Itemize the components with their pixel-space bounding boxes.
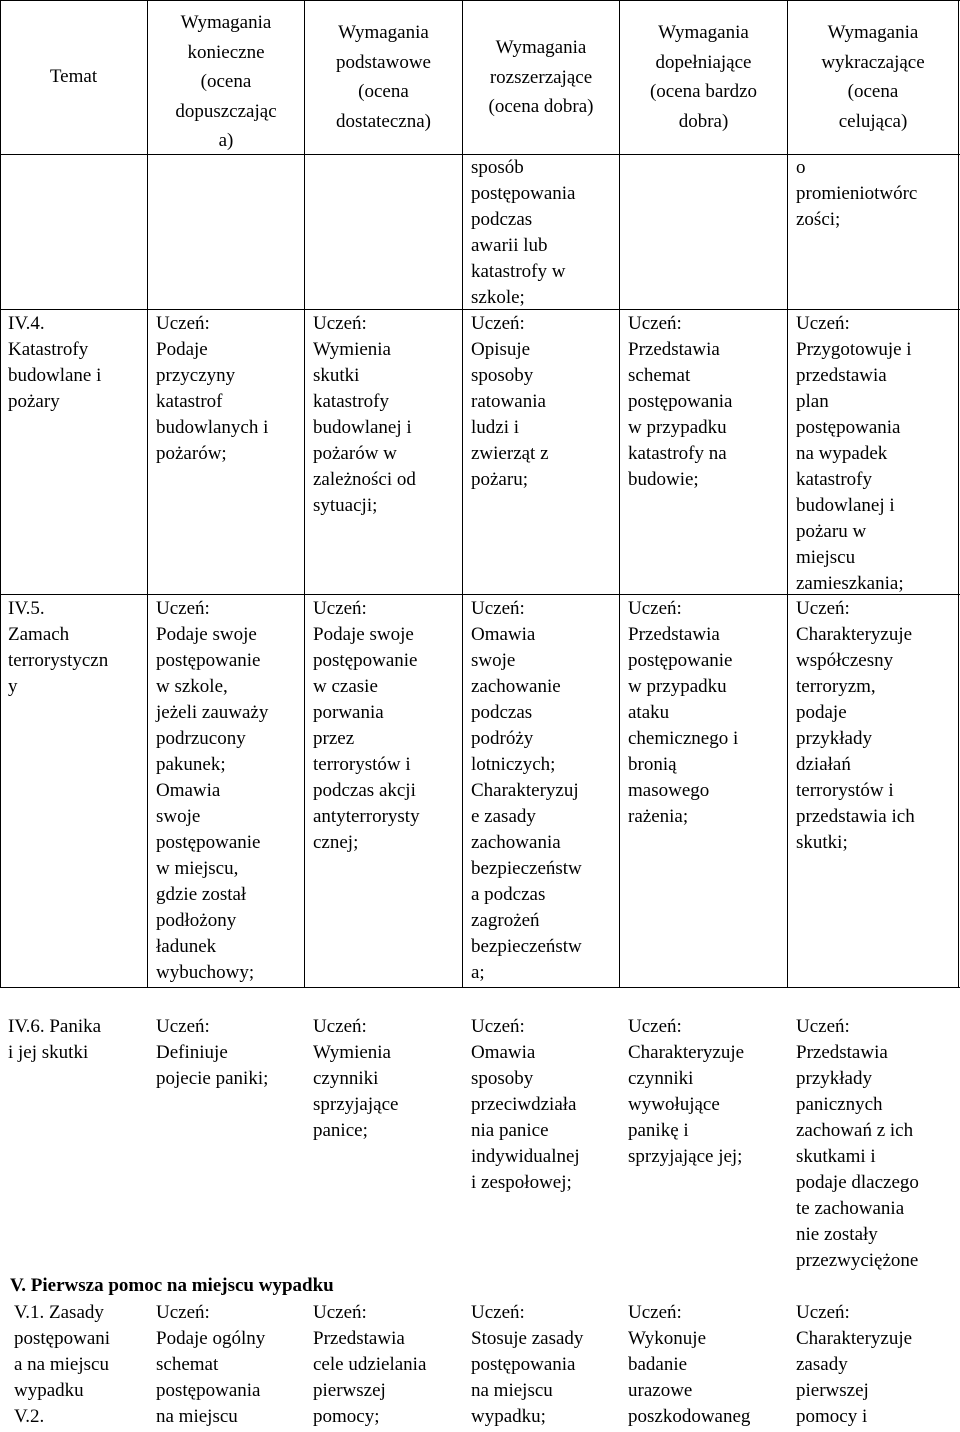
cell-podstawowe: Uczeń: Przedstawia cele udzielania pierwszej pomocy;: [313, 1302, 427, 1427]
cell-dopelniajace: Uczeń: Wykonuje badanie urazowe poszkodowaneg: [628, 1302, 751, 1427]
cell-konieczne: Uczeń: Definiuje pojecie paniki;: [156, 1016, 269, 1089]
header-temat: Temat: [49, 66, 98, 87]
cell-podstawowe: Uczeń: Wymienia czynniki sprzyjające panice;: [313, 1016, 399, 1141]
cell-temat: IV.6. Panika i jej skutki: [8, 1016, 102, 1063]
cell-konieczne: Uczeń: Podaje ogólny schemat postępowania na miejscu: [156, 1302, 266, 1427]
continuation-rozszerzajace: sposób postępowania podczas awarii lub katastrofy w szkole;: [471, 157, 576, 308]
cell-podstawowe: Uczeń: Wymienia skutki katastrofy budowlanej i pożarów w zależności od sytuacji;: [313, 313, 416, 516]
cell-wykraczajace: Uczeń: Charakteryzuje zasady pierwszej pomocy i: [796, 1302, 913, 1427]
grid-bottom-border: [0, 987, 960, 988]
header-rozszerzajace: Wymagania rozszerzające (ocena dobra): [488, 37, 594, 117]
cell-dopelniajace: Uczeń: Charakteryzuje czynniki wywołujące panikę i sprzyjające jej;: [628, 1016, 745, 1167]
cell-podstawowe: Uczeń: Podaje swoje postępowanie w czasie porwania przez terrorystów i podczas akcji antyterrorysty cznej;: [313, 598, 420, 853]
grid-col-line-2: [304, 0, 305, 988]
cell-rozszerzajace: Uczeń: Opisuje sposoby ratowania ludzi i zwierząt z pożaru;: [471, 313, 549, 490]
header-dopelniajace: Wymagania dopełniające (ocena bardzo dobra): [649, 22, 758, 132]
grid-col-line-5: [787, 0, 788, 988]
cell-konieczne: Uczeń: Podaje swoje postępowanie w szkole, jeżeli zauważy podrzucony pakunek; Omawia swoje postępowanie w miejscu, gdzie został podłożony ładunek wybuchowy;: [156, 598, 269, 983]
grid-right-border: [958, 0, 959, 988]
cell-temat: IV.4. Katastrofy budowlane i pożary: [8, 313, 102, 412]
grid-col-line-3: [462, 0, 463, 988]
grid-left-border: [0, 0, 1, 988]
continuation-wykraczajace: o promieniotwórc zości;: [796, 157, 918, 230]
cell-konieczne: Uczeń: Podaje przyczyny katastrof budowlanych i pożarów;: [156, 313, 269, 464]
grid-top-border: [0, 0, 960, 1]
cell-dopelniajace: Uczeń: Przedstawia schemat postępowania w przypadku katastrofy na budowie;: [628, 313, 733, 490]
header-podstawowe: Wymagania podstawowe (ocena dostateczna): [336, 22, 431, 132]
cell-rozszerzajace: Uczeń: Omawia swoje zachowanie podczas podróży lotniczych; Charakteryzuj e zasady zachowania bezpieczeństw a podczas zagrożeń bezpieczeństw a;: [471, 598, 582, 983]
cell-rozszerzajace: Uczeń: Omawia sposoby przeciwdziała nia panice indywidualnej i zespołowej;: [471, 1016, 580, 1193]
cell-rozszerzajace: Uczeń: Stosuje zasady postępowania na miejscu wypadku;: [471, 1302, 584, 1427]
header-wykraczajace: Wymagania wykraczające (ocena celująca): [821, 22, 925, 132]
grid-col-line-4: [619, 0, 620, 988]
cell-wykraczajace: Uczeń: Przedstawia przykłady panicznych zachowań z ich skutkami i podaje dlaczego te zachowania nie zostały przezwyciężone: [796, 1016, 919, 1271]
cell-temat: IV.5. Zamach terrorystyczn y: [8, 598, 109, 697]
cell-dopelniajace: Uczeń: Przedstawia postępowanie w przypadku ataku chemicznego i bronią masowego rażenia;: [628, 598, 739, 827]
section-title: V. Pierwsza pomoc na miejscu wypadku: [10, 1275, 334, 1296]
header-konieczne: Wymagania konieczne (ocena dopuszczając a): [175, 12, 277, 151]
cell-temat: V.1. Zasady postępowani a na miejscu wypadku V.2.: [14, 1302, 111, 1427]
cell-wykraczajace: Uczeń: Charakteryzuje współczesny terroryzm, podaje przykłady działań terrorystów i przedstawia ich skutki;: [796, 598, 915, 853]
cell-wykraczajace: Uczeń: Przygotowuje i przedstawia plan postępowania na wypadek katastrofy budowlanej i pożaru w miejscu zamieszkania;: [796, 313, 912, 594]
